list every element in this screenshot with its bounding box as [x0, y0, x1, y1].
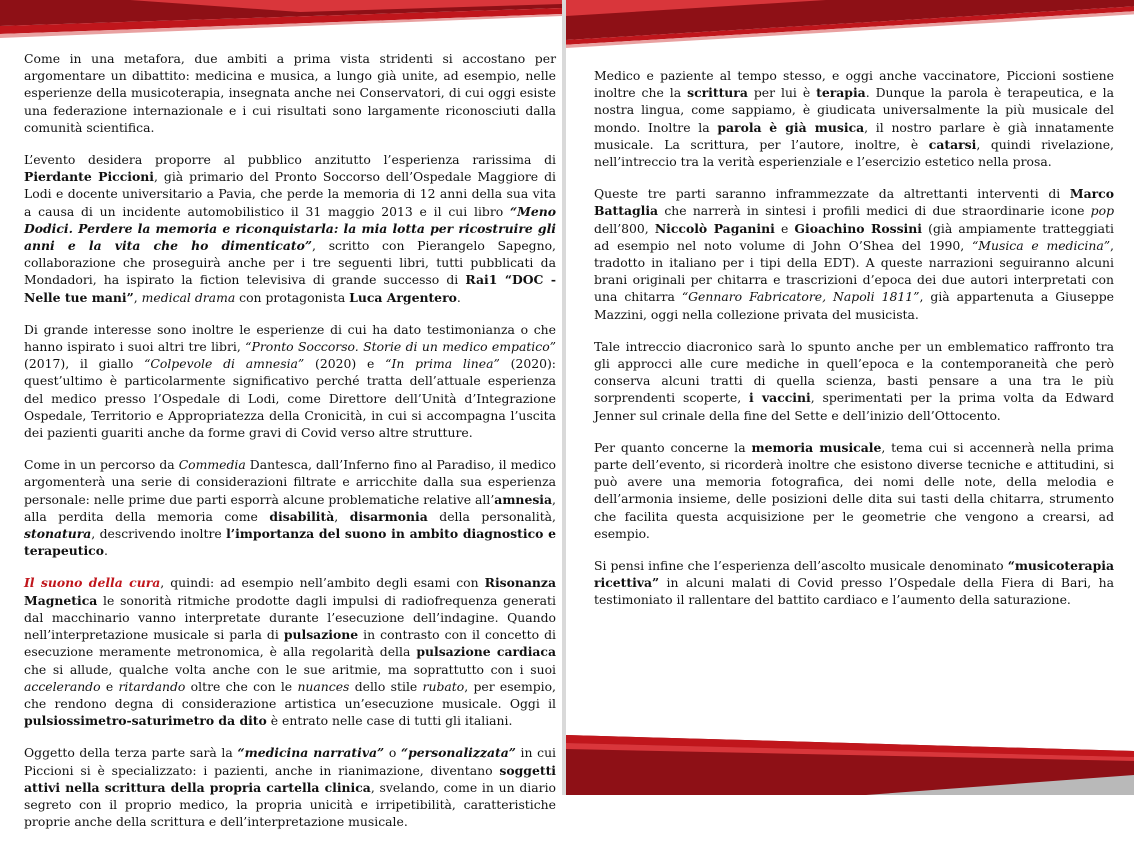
emphasis-text: i vaccini [749, 390, 811, 406]
emphasis-text: pulsazione cardiaca [416, 644, 557, 660]
text-run: le sonorità ritmiche prodotte dagli impulsi di radiofrequenza generati dal macchinario vanno interpretate durante l’esecuzione dell’indagine. Quando nell’interpretazione musicale si parla di [24, 592, 556, 643]
top-decoration-left [0, 0, 562, 48]
top-decoration-right [566, 0, 1134, 48]
emphasis-text: stonatura [24, 526, 92, 542]
paragraph [24, 321, 556, 441]
text-run: , il nostro parlare è già innatamente musicale. La scrittura, per l’autore, inoltre, è [594, 119, 1114, 152]
emphasis-text: accelerando [24, 678, 101, 694]
emphasis-text: Marco Battaglia [594, 186, 1114, 219]
paragraph [594, 67, 1114, 170]
emphasis-text: Rai1 “DOC - Nelle tue mani” [24, 272, 556, 305]
text-run: Oggetto della terza parte sarà la [24, 745, 238, 761]
paragraph [594, 439, 1114, 542]
emphasis-text: è già musica [769, 119, 865, 135]
text-run: della personalità, [427, 508, 556, 524]
text-run: , descrivendo inoltre [91, 526, 227, 542]
text-run: in alcuni malati di Covid presso l’Ospedale della Fiera di Bari, ha testimoniato il rallentare del battito cardiaco e l’aumento della saturazione. [594, 575, 1114, 608]
text-run: oltre che con le [185, 678, 298, 694]
emphasis-text: pulsiossimetro-saturimetro da dito [24, 713, 267, 729]
text-run: . [456, 289, 461, 305]
emphasis-text: rubato [422, 678, 465, 694]
emphasis-text: “musicoterapia ricettiva” [594, 558, 1114, 591]
emphasis-text: Commedia [178, 457, 246, 473]
left-text-column [24, 50, 556, 845]
text-run: Si pensi infine che l’esperienza dell’ascolto musicale denominato [594, 558, 1008, 574]
emphasis-text: Niccolò Paganini [654, 220, 775, 236]
emphasis-text: Luca Argentero [349, 289, 457, 305]
text-run: , [334, 508, 350, 524]
paragraph [24, 574, 556, 729]
paragraph [594, 557, 1114, 609]
emphasis-text: Pierdante Piccioni [24, 169, 154, 185]
emphasis-text: “Musica e medicina” [971, 237, 1111, 253]
emphasis-text: “personalizzata” [400, 745, 516, 761]
text-run: , quindi rivelazione, nell’intreccio tra la verità esperienziale e l’esercizio estetico nella prosa. [594, 136, 1114, 170]
paragraph [24, 744, 556, 830]
emphasis-text: pop [1090, 203, 1114, 219]
text-run: o [384, 745, 401, 761]
text-run: . Dunque la parola è terapeutica, e la nostra lingua, come sappiamo, è giudicata universalmente la più musicale del mondo. Inoltre la [594, 85, 1114, 135]
text-run: Come in una metafora, due ambiti a prima vista stridenti si accostano per argomentare un dibattito: medicina e musica, a lungo già unite, ad esempio, nelle esperienze della musicoterapia, insegnata anche nei Conservatori, di cui oggi esiste una federazione internazionale e i cui risultati sono largamente riconosciuti dalla comunità scientifica. [24, 51, 556, 135]
text-run: e [100, 678, 119, 694]
emphasis-text: “Gennaro Fabricatore, Napoli 1811” [681, 289, 920, 305]
text-run: Medico e paziente al tempo stesso, e oggi anche vaccinatore, Piccioni sostiene inoltre che la [594, 68, 1114, 101]
emphasis-text: nuances [297, 678, 350, 694]
emphasis-text: parola [717, 119, 762, 135]
emphasis-text: “Meno Dodici. Perdere la memoria e riconquistarla: la mia lotta per ricostruire gli anni e la vita che ho dimenticato” [24, 203, 556, 254]
emphasis-text: “Pronto Soccorso. Storie di un medico empatico” [245, 339, 557, 355]
text-run: (2020): quest’ultimo è particolarmente significativo perché tratta dell’attuale esperienza del medico presso l’Ospedale di Lodi, come Direttore dell’Unità d’Integrazione Ospedale, Territorio e Appropriatezza della Cronicità, in cui si accompagna l’uscita dei pazienti guariti anche da forme gravi di Covid verso altre strutture. [24, 356, 556, 441]
emphasis-text: “In prima linea” [385, 356, 500, 372]
text-run: dell’800, [594, 220, 655, 236]
paragraph [594, 185, 1114, 323]
text-run: (già ampiamente tratteggiati ad esempio nel noto volume di John O’Shea del 1990, [594, 220, 1114, 253]
emphasis-text: catarsi [928, 136, 977, 152]
paragraph [24, 151, 556, 306]
emphasis-text: terapia [816, 85, 866, 101]
right-text-column [594, 67, 1114, 624]
text-run: (2017), il giallo [24, 356, 145, 372]
text-run: Tale intreccio diacronico sarà lo spunto anche per un emblematico raffronto tra gli approcci alle cure mediche in quell’epoca e la contemporaneità che però conserva alcuni tratti di quella scienza, basti pensare a una tra le più sorprendenti scoperte, [594, 338, 1114, 406]
emphasis-text: soggetti attivi nella scrittura della propria cartella clinica [24, 762, 556, 795]
text-run: L’evento desidera proporre al pubblico anzitutto l’esperienza rarissima di [24, 152, 556, 168]
right-page [566, 0, 1134, 795]
text-run: , alla perdita della memoria come [24, 491, 556, 524]
text-run: con protagonista [235, 289, 350, 305]
text-run: , quindi: ad esempio nell’ambito degli esami con [160, 575, 485, 591]
text-run: in cui Piccioni si è specializzato: i pazienti, anche in rianimazione, diventano [24, 745, 557, 778]
emphasis-text: disabilità [269, 508, 335, 524]
text-run: , [133, 289, 142, 305]
emphasis-text: Risonanza Magnetica [24, 575, 556, 608]
text-run: è entrato nelle case di tutti gli italiani. [266, 713, 513, 729]
text-run: che narrerà in sintesi i profili medici di due straordinarie icone [658, 203, 1091, 219]
paragraph [594, 338, 1114, 424]
text-run: e [774, 220, 795, 236]
text-run: , tradotto in italiano per i tipi della EDT). A queste narrazioni seguiranno alcuni brani originali per chitarra e trascrizioni d’epoca dei due autori interpretati con una chitarra [594, 237, 1114, 305]
text-run: in contrasto con il concetto di esecuzione meramente metronomica, è alla regolarità della [24, 627, 556, 660]
emphasis-text: pulsazione [283, 627, 359, 643]
emphasis-text: ritardando [118, 678, 186, 694]
emphasis-text: disarmonia [349, 508, 428, 524]
text-run: per lui è [747, 85, 817, 101]
emphasis-text: amnesia [494, 491, 553, 507]
emphasis-text: medical drama [141, 289, 236, 305]
text-run: Come in un percorso da [24, 457, 179, 473]
emphasis-text: “Colpevole di amnesia” [144, 356, 305, 372]
text-run: Queste tre parti saranno inframmezzate da altrettanti interventi di [594, 186, 1070, 202]
paragraph [24, 50, 556, 136]
text-run: , già appartenuta a Giuseppe Mazzini, oggi nella collezione privata del musicista. [594, 289, 1114, 322]
emphasis-text: “medicina narrativa” [237, 745, 385, 761]
emphasis-text: memoria musicale [751, 439, 882, 455]
text-run: , scritto con Pierangelo Sapegno, collaborazione che proseguirà anche per i tre seguenti libri, tutti pubblicati da Mondadori, ha ispirato la fiction televisiva di grande successo di [24, 238, 556, 288]
text-run: che si allude, qualche volta anche con le sue aritmie, ma soprattutto con i suoi [24, 661, 556, 677]
emphasis-text: l’importanza del suono in ambito diagnostico e terapeutico [24, 526, 556, 559]
emphasis-text: scrittura [687, 85, 748, 101]
emphasis-text: Gioachino Rossini [794, 220, 922, 236]
paragraph [24, 456, 556, 559]
text-run: , svelando, come in un diario segreto con il proprio medico, la propria unicità e irripetibilità, caratteristiche proprie anche della scrittura e dell’interpretazione musicale. [24, 779, 557, 830]
text-run: , sperimentati per la prima volta da Edward Jenner sul crinale della fine del Sette e dell’inizio dell’Ottocento. [594, 390, 1114, 423]
text-run: . [103, 543, 108, 559]
text-run: , per esempio, che rendono degna di considerazione artistica un’esecuzione musicale. Oggi il [24, 678, 556, 711]
left-page [0, 0, 562, 830]
text-run: dello stile [349, 678, 423, 694]
emphasis-text: Il suono della cura [24, 575, 161, 591]
text-run: , tema cui si accennerà nella prima parte dell’evento, si ricorderà inoltre che esistono diverse tecniche e attitudini, si può avere una memoria fotografica, dei nomi delle note, della melodia e dell’armonia insieme, delle posizioni delle dita sui tasti della chitarra, strumento che facilita questa acquisizione per le geometrie che vengono a crearsi, ad esempio. [594, 439, 1114, 541]
text-run: , già primario del Pronto Soccorso dell’Ospedale Maggiore di Lodi e docente universitario a Pavia, che perde la memoria di 12 anni della sua vita a causa di un incidente automobilistico il 31 maggio 2013 e il cui libro [24, 169, 556, 219]
text-run: Di grande interesse sono inoltre le esperienze di cui ha dato testimonianza o che hanno ispirato i suoi altri tre libri, [24, 321, 556, 355]
text-run: (2020) e [304, 356, 386, 372]
text-run: Per quanto concerne la [594, 439, 752, 455]
text-run: Dantesca, dall’Inferno fino al Paradiso, il medico argomenterà una serie di considerazioni filtrate e arricchite dalla sua esperienza personale: nelle prime due parti esporrà alcune problematiche relative all’ [24, 457, 556, 507]
bottom-decoration-right [566, 735, 1134, 795]
